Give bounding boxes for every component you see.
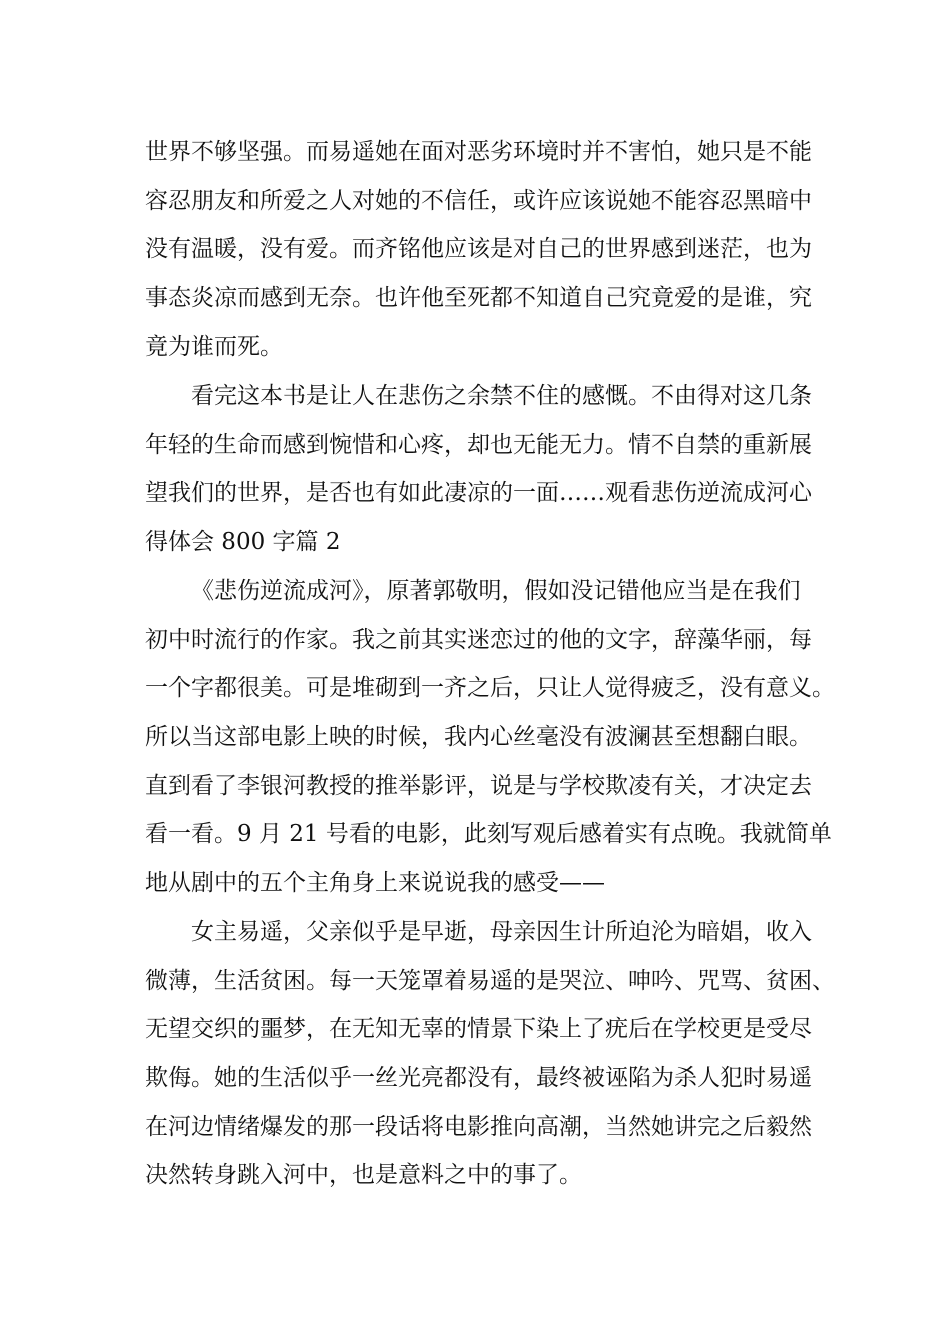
text-line: 看完这本书是让人在悲伤之余禁不住的感慨。不由得对这几条 [191, 383, 812, 409]
text-line: 《悲伤逆流成河》，原著郭敬明，假如没记错他应当是在我们 [191, 578, 801, 604]
text-line: 得体会 800 字篇 2 [145, 529, 341, 556]
text-line: 竟为谁而死。 [145, 333, 283, 360]
text-line: 望我们的世界，是否也有如此凄凉的一面……观看悲伤逆流成河心 [145, 480, 812, 507]
text-line: 决然转身跳入河中，也是意料之中的事了。 [145, 1162, 582, 1189]
paragraph-reflection [145, 372, 825, 567]
text-line: 年轻的生命而感到惋惜和心疼，却也无能无力。情不自禁的重新展 [145, 431, 812, 458]
paragraph-continuation [145, 128, 825, 371]
paragraph-review-intro [145, 567, 835, 908]
text-line: 直到看了李银河教授的推举影评，说是与学校欺凌有关，才决定去 [145, 772, 812, 799]
text-line: 事态炎凉而感到无奈。也许他至死都不知道自己究竟爱的是谁，究 [145, 285, 812, 312]
text-line: 微薄，生活贫困。每一天笼罩着易遥的是哭泣、呻吟、咒骂、贫困、 [145, 967, 835, 994]
text-line: 世界不够坚强。而易遥她在面对恶劣环境时并不害怕，她只是不能 [145, 139, 812, 165]
text-line: 看一看。9 月 21 号看的电影，此刻写观后感着实有点晚。我就简单 [145, 821, 832, 848]
text-line: 女主易遥，父亲似乎是早逝，母亲因生计所迫沦为暗娼，收入 [191, 919, 812, 945]
text-line: 地从剧中的五个主角身上来说说我的感受—— [145, 870, 605, 897]
text-line: 没有温暖，没有爱。而齐铭他应该是对自己的世界感到迷茫，也为 [145, 236, 812, 263]
text-line: 一个字都很美。可是堆砌到一齐之后，只让人觉得疲乏，没有意义。 [145, 675, 835, 702]
text-line: 所以当这部电影上映的时候，我内心丝毫没有波澜甚至想翻白眼。 [145, 724, 812, 751]
text-line: 在河边情绪爆发的那一段话将电影推向高潮，当然她讲完之后毅然 [145, 1113, 812, 1140]
text-line: 欺侮。她的生活似乎一丝光亮都没有，最终被诬陷为杀人犯时易遥 [145, 1065, 812, 1092]
text-line: 容忍朋友和所爱之人对她的不信任，或许应该说她不能容忍黑暗中 [145, 187, 812, 214]
paragraph-yiyao [145, 908, 835, 1200]
text-line: 初中时流行的作家。我之前其实迷恋过的他的文字，辞藻华丽，每 [145, 626, 812, 653]
text-line: 无望交织的噩梦，在无知无辜的情景下染上了疣后在学校更是受尽 [145, 1016, 812, 1043]
